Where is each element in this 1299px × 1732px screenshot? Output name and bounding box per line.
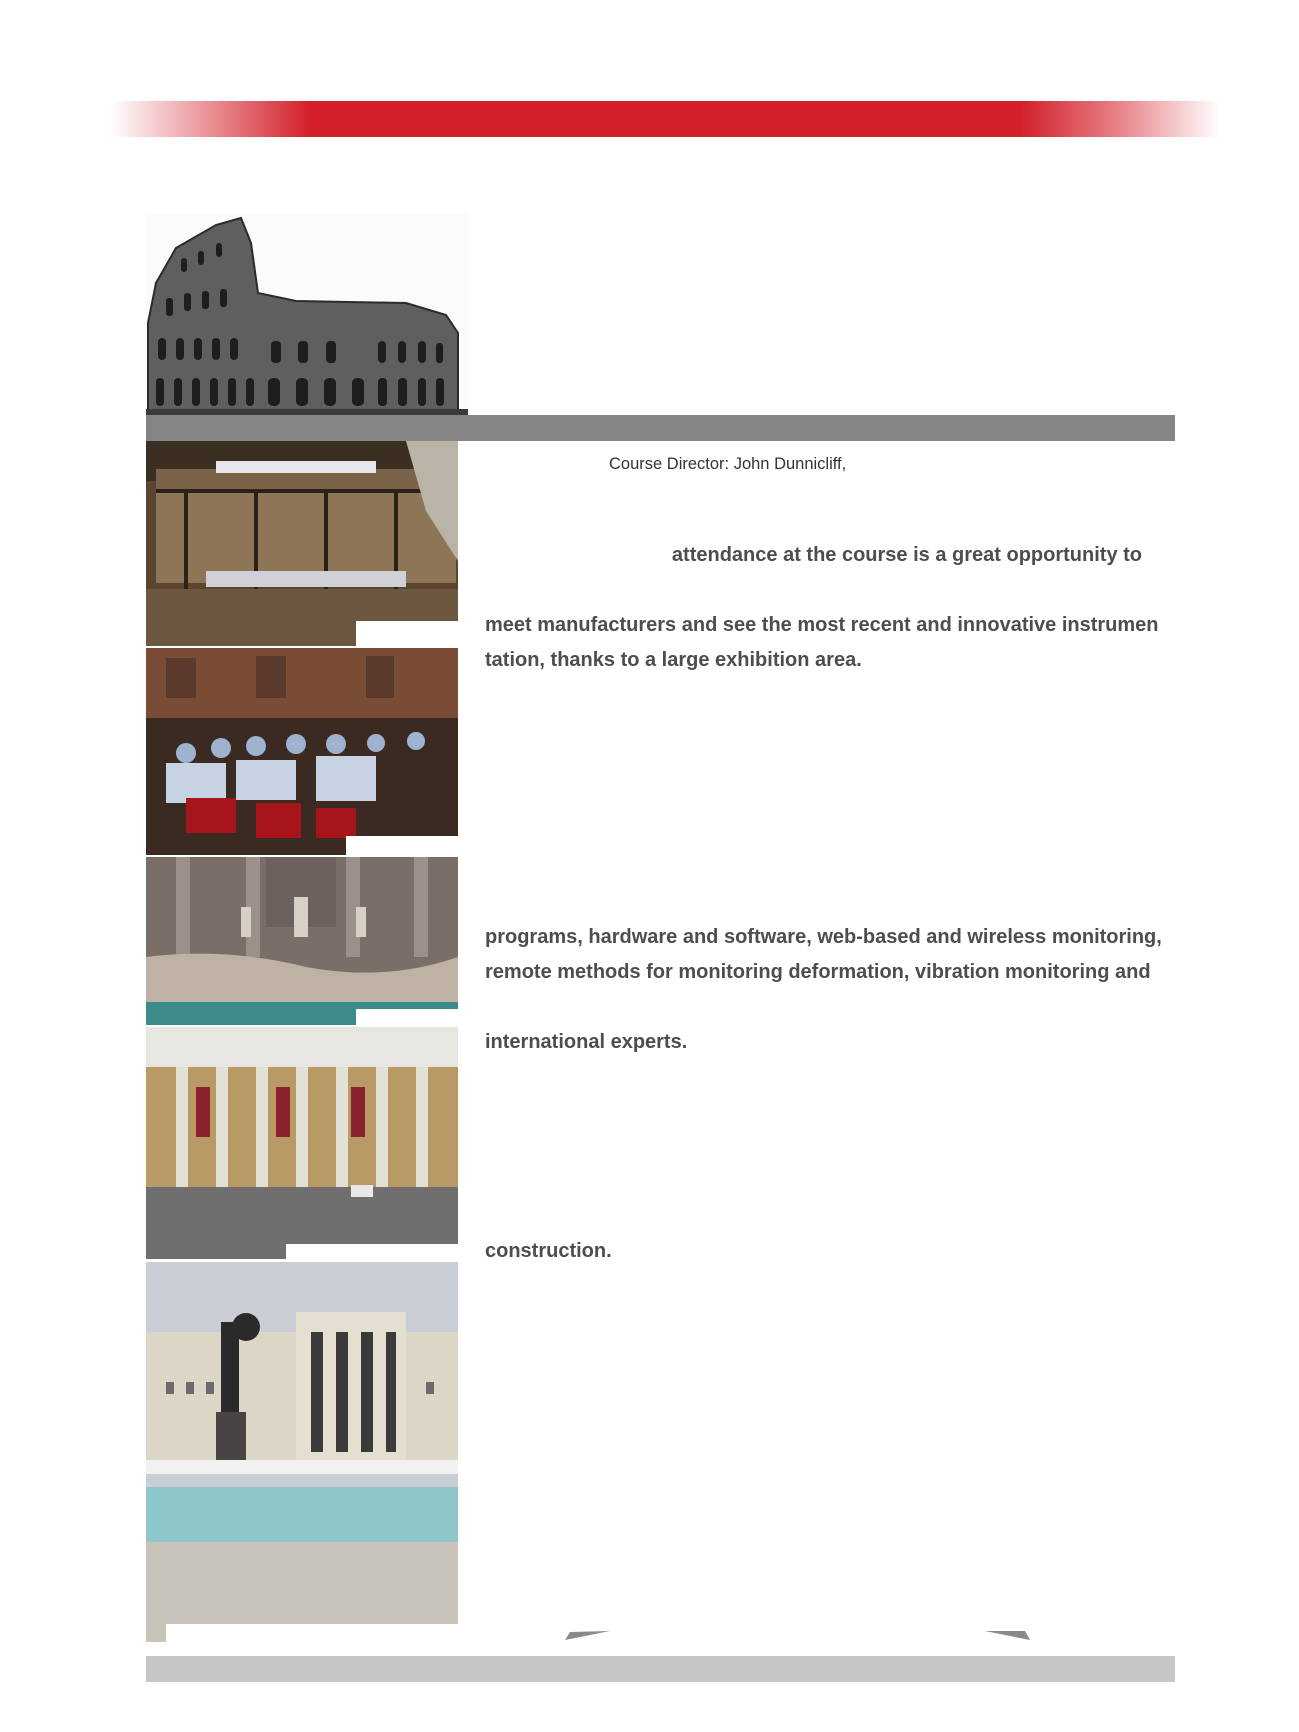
decorative-wedge-left: [565, 1630, 610, 1640]
paragraph-1-line-3: tation, thanks to a large exhibition area.: [485, 649, 862, 671]
paragraph-3-line-1: construction.: [485, 1240, 612, 1262]
paragraph-2-line-2: remote methods for monitoring deformation, vibration monitoring and: [485, 961, 1151, 983]
paragraph-2-line-1: programs, hardware and software, web-based and wireless monitoring,: [485, 926, 1162, 948]
footer-bar: [146, 1656, 1175, 1682]
hall-balcony-photo: [146, 441, 458, 646]
section-divider-bar: [146, 415, 1175, 441]
trevi-fountain-photo: [146, 857, 458, 1025]
minerva-statue-building-photo: [146, 1262, 458, 1642]
header-red-band: [110, 101, 1220, 137]
decorative-wedge-right: [985, 1630, 1030, 1640]
paragraph-1-line-2: meet manufacturers and see the most recent and innovative instrumen: [485, 614, 1159, 636]
lecture-audience-photo: [146, 648, 458, 855]
colosseum-photo: [146, 213, 468, 415]
course-director-text: Course Director: John Dunnicliff,: [609, 455, 847, 473]
sapienza-colonnade-photo: [146, 1027, 458, 1259]
paragraph-1-line-1: attendance at the course is a great opportunity to: [671, 544, 1142, 566]
paragraph-2-line-3: international experts.: [485, 1031, 688, 1053]
